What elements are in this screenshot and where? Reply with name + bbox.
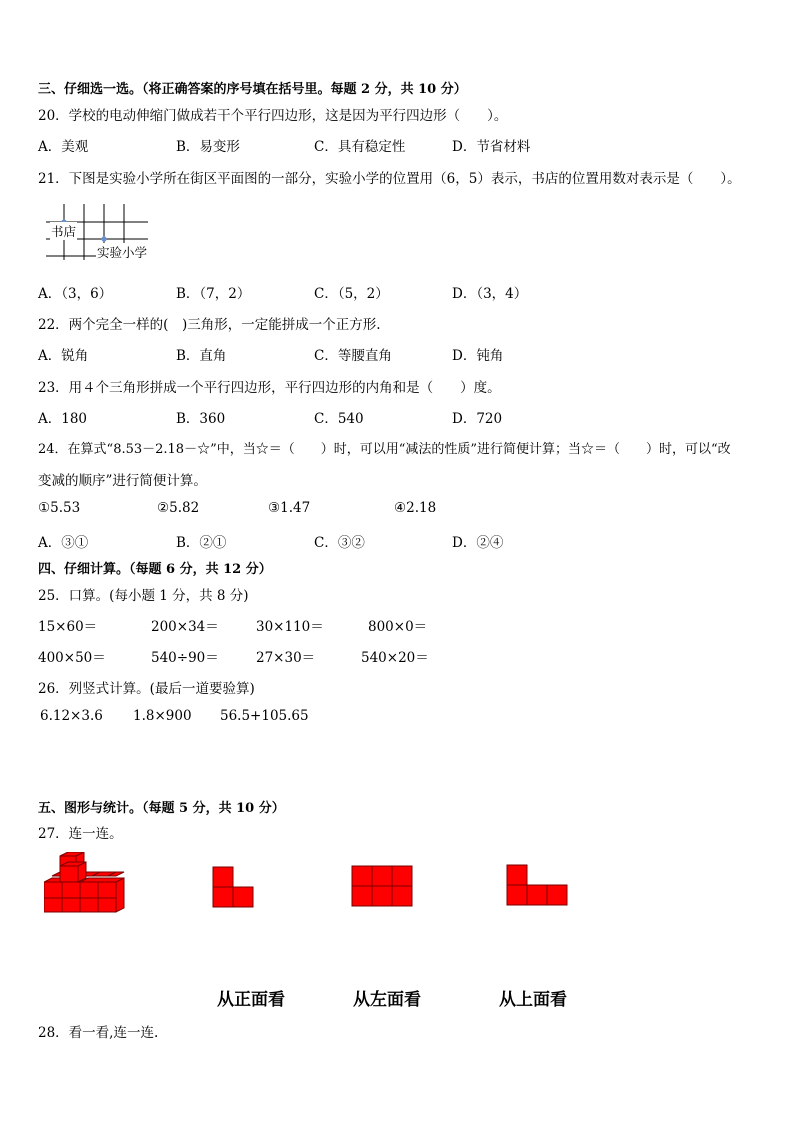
q26-item: 56.5+105.65 — [220, 708, 309, 724]
q25-item: 15×60＝ — [38, 619, 98, 635]
view-shape-l[interactable] — [212, 866, 256, 908]
q22-option-b[interactable]: B．直角 — [176, 348, 227, 364]
section4-heading: 四、仔细计算。（每题 6 分，共 12 分） — [38, 562, 272, 577]
q22-option-c[interactable]: C．等腰直角 — [314, 348, 392, 364]
q22-stem: 22．两个完全一样的( )三角形，一定能拼成一个正方形. — [38, 317, 381, 333]
q23-option-b[interactable]: B．360 — [176, 411, 226, 427]
q22-option-d[interactable]: D．钝角 — [452, 348, 504, 364]
q24-option-a[interactable]: A．③① — [38, 535, 89, 551]
school-dot — [101, 236, 106, 241]
q28-stem: 28．看一看,连一连. — [38, 1025, 159, 1041]
q26-item: 6.12×3.6 — [40, 708, 103, 724]
cube-stack-3d[interactable] — [44, 852, 128, 914]
q24-choice-1: ①5.53 — [38, 500, 81, 516]
q25-item: 27×30＝ — [256, 650, 316, 666]
view-label-top[interactable]: 从上面看 — [499, 990, 567, 1010]
q20-option-d[interactable]: D．节省材料 — [452, 139, 531, 155]
view-label-front[interactable]: 从正面看 — [217, 990, 285, 1010]
q26-stem: 26．列竖式计算。(最后一道要验算) — [38, 681, 255, 697]
q25-item: 200×34＝ — [151, 619, 219, 635]
q25-item: 540÷90＝ — [151, 650, 219, 666]
q24-choice-4: ④2.18 — [394, 500, 437, 516]
q27-stem: 27．连一连。 — [38, 826, 123, 842]
q20-option-b[interactable]: B．易变形 — [176, 139, 240, 155]
street-map-grid — [44, 202, 174, 272]
q24-option-b[interactable]: B．②① — [176, 535, 227, 551]
q20-stem: 20．学校的电动伸缩门做成若干个平行四边形，这是因为平行四边形（ ）。 — [38, 108, 508, 124]
view-label-left[interactable]: 从左面看 — [353, 990, 421, 1010]
q25-stem: 25．口算。(每小题 1 分，共 8 分) — [38, 588, 249, 604]
q24-choice-2: ②5.82 — [157, 500, 200, 516]
q24-option-d[interactable]: D．②④ — [452, 535, 504, 551]
bookstore-label: 书店 — [51, 224, 77, 239]
section3-heading: 三、仔细选一选。（将正确答案的序号填在括号里。每题 2 分，共 10 分） — [38, 82, 467, 97]
q21-option-c[interactable]: C．（5，2） — [314, 286, 389, 302]
q21-option-a[interactable]: A．（3，6） — [38, 286, 113, 302]
q23-option-d[interactable]: D．720 — [452, 411, 503, 427]
view-shape-block[interactable] — [351, 865, 413, 907]
q24-stem-line1: 24．在算式“8.53－2.18－☆”中，当☆＝（ ）时，可以用“减法的性质”进行简便计算；当☆＝（ ）时，可以“改 — [38, 442, 731, 457]
q20-option-c[interactable]: C．具有稳定性 — [314, 139, 406, 155]
q23-option-a[interactable]: A．180 — [38, 411, 88, 427]
school-label: 实验小学 — [97, 245, 148, 260]
q23-option-c[interactable]: C．540 — [314, 411, 364, 427]
q20-option-a[interactable]: A．美观 — [38, 139, 89, 155]
q26-item: 1.8×900 — [133, 708, 192, 724]
q24-choice-3: ③1.47 — [268, 500, 311, 516]
q21-option-b[interactable]: B．（7，2） — [176, 286, 251, 302]
q21-option-d[interactable]: D．（3，4） — [452, 286, 528, 302]
q25-item: 400×50＝ — [38, 650, 106, 666]
q25-item: 800×0＝ — [368, 619, 428, 635]
q21-stem: 21．下图是实验小学所在街区平面图的一部分，实验小学的位置用（6，5）表示，书店的位置用数对表示是（ ）。 — [38, 171, 741, 187]
section5-heading: 五、图形与统计。（每题 5 分，共 10 分） — [38, 801, 285, 816]
q23-stem: 23．用４个三角形拼成一个平行四边形，平行四边形的内角和是（ ）度。 — [38, 380, 501, 396]
view-shape-long-l[interactable] — [506, 864, 570, 906]
q22-option-a[interactable]: A．锐角 — [38, 348, 89, 364]
q24-option-c[interactable]: C．③② — [314, 535, 365, 551]
q25-item: 30×110＝ — [256, 619, 324, 635]
q24-stem-line2: 变减的顺序”进行简便计算。 — [38, 473, 207, 489]
q25-item: 540×20＝ — [361, 650, 429, 666]
